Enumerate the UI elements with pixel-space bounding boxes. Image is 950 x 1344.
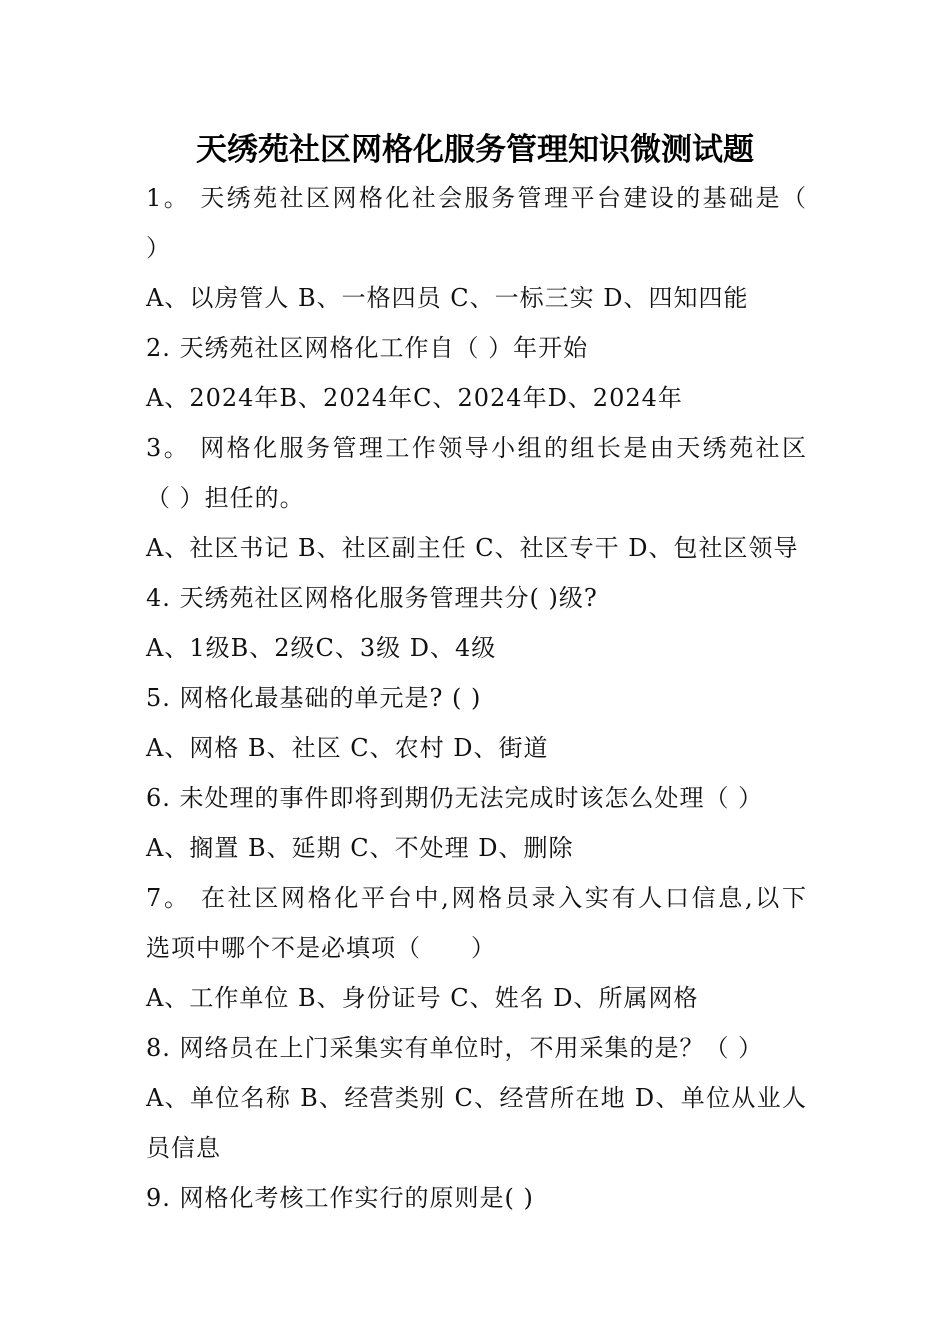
question-9-text: 9. 网格化考核工作实行的原则是( ) xyxy=(146,1184,534,1212)
question-4-text: 4. 天绣苑社区网格化服务管理共分( )级? xyxy=(146,584,598,612)
question-7-text-continued: 选项中哪个不是必填项（ ） xyxy=(146,934,496,962)
document-title: 天绣苑社区网格化服务管理知识微测试题 xyxy=(196,132,754,168)
question-3-text: 3。 网格化服务管理工作领导小组的组长是由天绣苑社区 xyxy=(146,434,806,462)
question-6-text: 6. 未处理的事件即将到期仍无法完成时该怎么处理（ ） xyxy=(146,784,764,812)
question-1-text: 1。 天绣苑社区网格化社会服务管理平台建设的基础是（ xyxy=(146,184,806,212)
question-2-options: A、2024年B、2024年C、2024年D、2024年 xyxy=(146,384,683,412)
question-3-options: A、社区书记 B、社区副主任 C、社区专干 D、包社区领导 xyxy=(146,534,799,562)
question-8-options-continued: 员信息 xyxy=(146,1134,221,1162)
question-5-options: A、网格 B、社区 C、农村 D、街道 xyxy=(146,734,549,762)
question-8-text: 8. 网络员在上门采集实有单位时，不用采集的是？（ ） xyxy=(146,1034,764,1062)
question-1-options: A、以房管人 B、一格四员 C、一标三实 D、四知四能 xyxy=(146,284,749,312)
question-7-text: 7。 在社区网格化平台中,网格员录入实有人口信息,以下 xyxy=(146,884,806,912)
question-8-options: A、单位名称 B、经营类别 C、经营所在地 D、单位从业人 xyxy=(146,1084,806,1112)
question-7-options: A、工作单位 B、身份证号 C、姓名 D、所属网格 xyxy=(146,984,699,1012)
question-5-text: 5. 网格化最基础的单元是? ( ) xyxy=(146,684,482,712)
question-6-options: A、搁置 B、延期 C、不处理 D、删除 xyxy=(146,834,574,862)
question-4-options: A、1级B、2级C、3级 D、4级 xyxy=(146,634,497,662)
question-3-text-continued: （ ）担任的。 xyxy=(146,484,305,512)
question-1-text-continued: ） xyxy=(146,234,171,262)
question-2-text: 2. 天绣苑社区网格化工作自（ ）年开始 xyxy=(146,334,589,362)
